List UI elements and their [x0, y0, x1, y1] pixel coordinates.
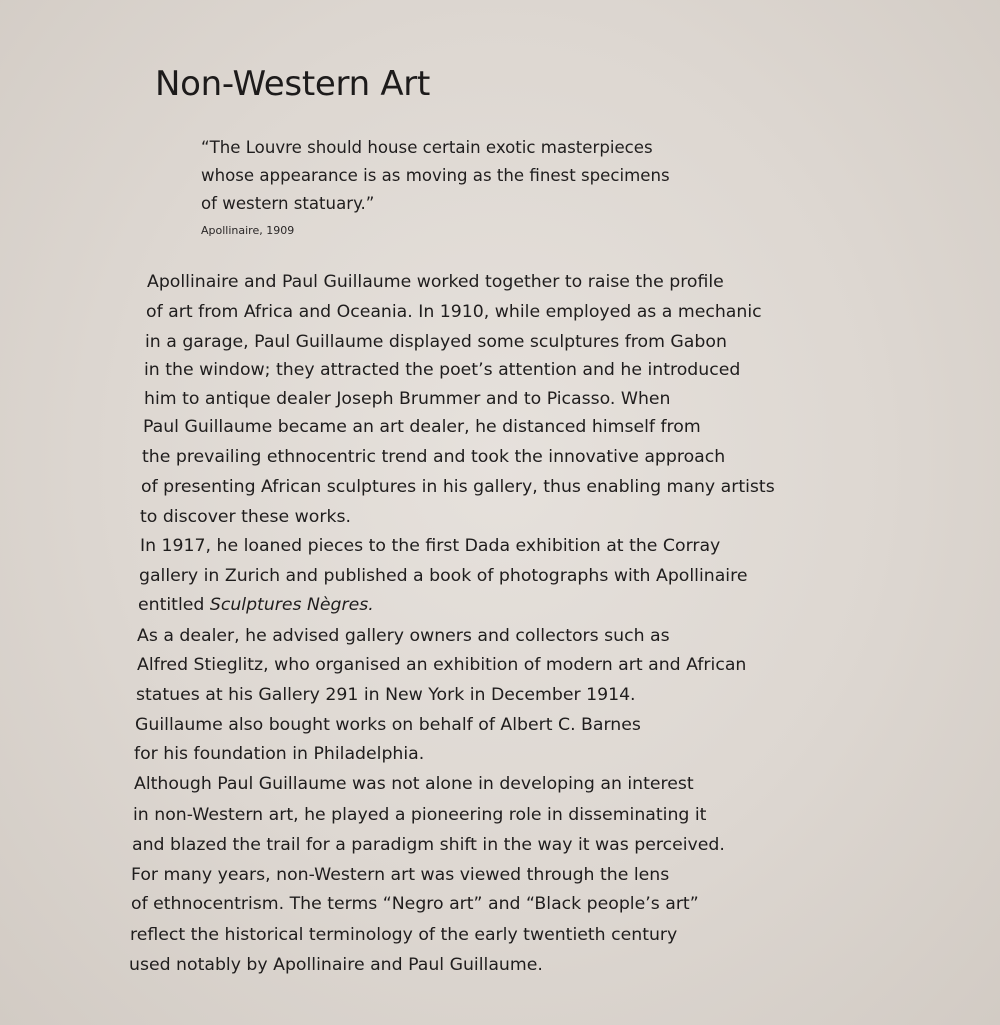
book-title: Sculptures Nègres. — [209, 595, 374, 615]
body-line: statues at his Gallery 291 in New York in December 1914. — [136, 685, 636, 705]
page-title: Non-Western Art — [155, 64, 430, 104]
body-line: in non-Western art, he played a pioneering role in disseminating it — [133, 805, 707, 825]
body-line: him to antique dealer Joseph Brummer and to Picasso. When — [144, 389, 671, 409]
body-line: As a dealer, he advised gallery owners and collectors such as — [137, 626, 670, 646]
body-line: for his foundation in Philadelphia. — [134, 744, 425, 764]
body-line: Paul Guillaume became an art dealer, he distanced himself from — [143, 417, 701, 437]
quote-attribution: Apollinaire, 1909 — [201, 224, 295, 237]
quote-line: “The Louvre should house certain exotic masterpieces — [201, 138, 653, 157]
body-line: Alfred Stieglitz, who organised an exhibition of modern art and African — [137, 655, 747, 675]
body-line: gallery in Zurich and published a book of photographs with Apollinaire — [139, 566, 748, 586]
body-line: in a garage, Paul Guillaume displayed some sculptures from Gabon — [145, 332, 727, 352]
body-line-text: entitled — [138, 595, 210, 615]
body-line: of presenting African sculptures in his gallery, thus enabling many artists — [141, 477, 775, 497]
body-line: reflect the historical terminology of the early twentieth century — [130, 925, 678, 945]
body-line: For many years, non-Western art was viewed through the lens — [131, 865, 670, 885]
body-line: to discover these works. — [140, 507, 351, 527]
body-line: of art from Africa and Oceania. In 1910, while employed as a mechanic — [146, 302, 762, 322]
quote-line: whose appearance is as moving as the finest specimens — [201, 166, 670, 185]
body-line: Apollinaire and Paul Guillaume worked together to raise the profile — [147, 272, 724, 292]
body-line: used notably by Apollinaire and Paul Guillaume. — [129, 955, 543, 975]
body-line: of ethnocentrism. The terms “Negro art” and “Black people’s art” — [131, 894, 699, 914]
body-line: and blazed the trail for a paradigm shift in the way it was perceived. — [132, 835, 725, 855]
body-line: in the window; they attracted the poet’s attention and he introduced — [144, 360, 741, 380]
epigraph-quote — [201, 134, 721, 237]
body-line: the prevailing ethnocentric trend and took the innovative approach — [142, 447, 726, 467]
body-line — [138, 593, 374, 617]
body-line: Guillaume also bought works on behalf of Albert C. Barnes — [135, 715, 641, 735]
body-line: Although Paul Guillaume was not alone in developing an interest — [134, 774, 694, 794]
body-line: In 1917, he loaned pieces to the first Dada exhibition at the Corray — [140, 536, 721, 556]
quote-line: of western statuary.” — [201, 194, 375, 213]
